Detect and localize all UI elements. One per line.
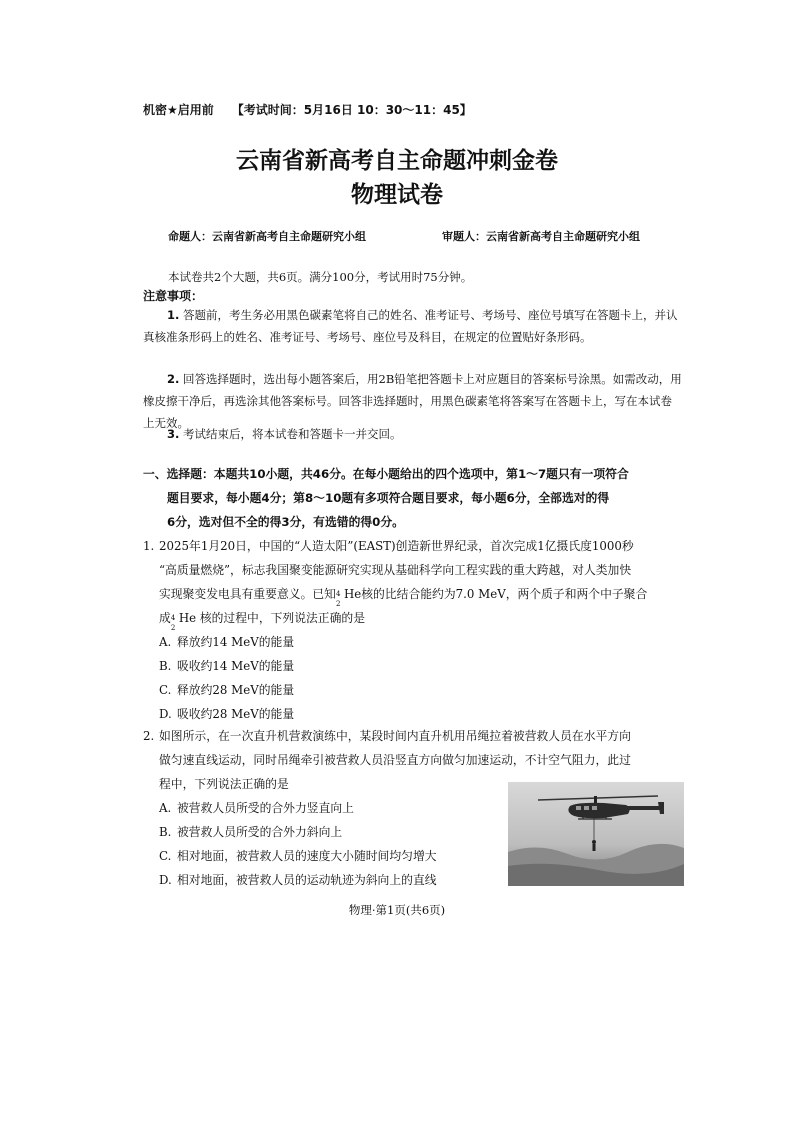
- option-label: C.: [159, 849, 172, 863]
- section-heading: [143, 462, 685, 534]
- stem-line: [159, 606, 685, 633]
- stem-line: 程中，下列说法正确的是: [159, 777, 289, 791]
- option-label: C.: [159, 683, 172, 697]
- stem-line: 如图所示，在一次直升机营救演练中，某段时间内直升机用吊绳拉着被营救人员在水平方向: [159, 729, 631, 743]
- mass-number: 4: [335, 590, 341, 599]
- option-text: 被营救人员所受的合外力斜向上: [177, 825, 343, 839]
- q1-option-a[interactable]: [159, 630, 294, 654]
- notice-item: [143, 304, 683, 348]
- rescued-person-icon: [592, 840, 596, 851]
- option-text: 相对地面，被营救人员的速度大小随时间均匀增大: [177, 849, 437, 863]
- q1-option-d[interactable]: [159, 702, 294, 726]
- notice-item-number: 2.: [167, 372, 180, 386]
- option-text: 释放约28 MeV的能量: [177, 683, 295, 697]
- setter-credit: 命题人：云南省新高考自主命题研究小组: [168, 230, 366, 243]
- atomic-number: 2: [335, 600, 341, 609]
- stem-line: 2025年1月20日，中国的“人造太阳”(EAST)创造新世界纪录，首次完成1亿摄氏度1000秒: [159, 539, 634, 553]
- confidential-label: 机密★启用前: [143, 103, 214, 117]
- notice-item-text: 答题前，考生务必用黑色碳素笔将自己的姓名、准考证号、考场号、座位号填写在答题卡上，并认真核准条形码上的姓名、准考证号、考场号、座位号及科目，在规定的位置贴好条形码。: [143, 308, 678, 344]
- header-line: [143, 101, 472, 118]
- notice-heading: 注意事项：: [143, 289, 204, 303]
- option-text: 被营救人员所受的合外力竖直向上: [177, 801, 354, 815]
- nuclide-notation: [335, 586, 344, 609]
- option-text: 吸收约14 MeV的能量: [177, 659, 295, 673]
- stem-line: [159, 582, 685, 609]
- stem-text: 成: [159, 611, 171, 625]
- exam-time: 【考试时间：5月16日 10：30～11：45】: [231, 103, 472, 117]
- mass-number: 4: [170, 614, 176, 623]
- section-line: 题目要求，每小题4分；第8～10题有多项符合题目要求，每小题6分，全部选对的得: [167, 491, 610, 505]
- q2-option-b[interactable]: [159, 820, 342, 844]
- stem-text: 实现聚变发电具有重要意义。已知: [159, 587, 336, 601]
- q2-option-a[interactable]: [159, 796, 354, 820]
- option-label: D.: [159, 873, 172, 887]
- section-line: 一、选择题：本题共10小题，共46分。在每小题给出的四个选项中，第1～7题只有一项符合: [143, 467, 629, 481]
- question-number: 2.: [143, 729, 155, 743]
- section-line: 6分，选对但不全的得3分，有选错的得0分。: [167, 515, 404, 529]
- q1-option-c[interactable]: [159, 678, 294, 702]
- notice-item-text: 回答选择题时，选出每小题答案后，用2B铅笔把答题卡上对应题目的答案标号涂黑。如需改动，用橡皮擦干净后，再选涂其他答案标号。回答非选择题时，用黑色碳素笔将答案写在答题卡上，写在本试卷上无效。: [143, 372, 682, 430]
- q1-option-b[interactable]: [159, 654, 294, 678]
- paper-subtitle: 物理试卷: [351, 181, 443, 208]
- option-label: D.: [159, 707, 172, 721]
- stem-line: 做匀速直线运动，同时吊绳牵引被营救人员沿竖直方向做匀加速运动，不计空气阻力，此过: [159, 753, 631, 767]
- paper-intro: 本试卷共2个大题，共6页。满分100分，考试用时75分钟。: [168, 270, 473, 284]
- question-1: [143, 534, 685, 633]
- helicopter-photo: [508, 782, 684, 886]
- stem-line: “高质量燃烧”，标志我国聚变能源研究实现从基础科学向工程实践的重大跨越，对人类加快: [159, 563, 632, 577]
- nuclide-notation: [170, 610, 179, 633]
- q2-option-c[interactable]: [159, 844, 437, 868]
- page-footer: 物理·第1页(共6页): [348, 903, 446, 917]
- nuclide-symbol: He: [343, 587, 362, 601]
- notice-item: [143, 423, 683, 445]
- question-number: 1.: [143, 539, 155, 553]
- option-text: 吸收约28 MeV的能量: [177, 707, 295, 721]
- stem-text: 核的比结合能约为7.0 MeV，两个质子和两个中子聚合: [361, 587, 648, 601]
- reviewer-credit: 审题人：云南省新高考自主命题研究小组: [442, 230, 640, 243]
- notice-item-number: 3.: [167, 427, 180, 441]
- option-label: A.: [159, 801, 172, 815]
- question-stem: [143, 534, 685, 633]
- atomic-number: 2: [170, 624, 176, 633]
- option-label: B.: [159, 659, 172, 673]
- stem-text: He 核的过程中，下列说法正确的是: [178, 611, 365, 625]
- notice-item-number: 1.: [167, 308, 180, 322]
- option-text: 相对地面，被营救人员的运动轨迹为斜向上的直线: [177, 873, 437, 887]
- option-label: A.: [159, 635, 172, 649]
- paper-title: 云南省新高考自主命题冲刺金卷: [236, 147, 558, 174]
- q2-option-d[interactable]: [159, 868, 437, 892]
- option-label: B.: [159, 825, 172, 839]
- option-text: 释放约14 MeV的能量: [177, 635, 295, 649]
- notice-item-text: 考试结束后，将本试卷和答题卡一并交回。: [183, 427, 402, 441]
